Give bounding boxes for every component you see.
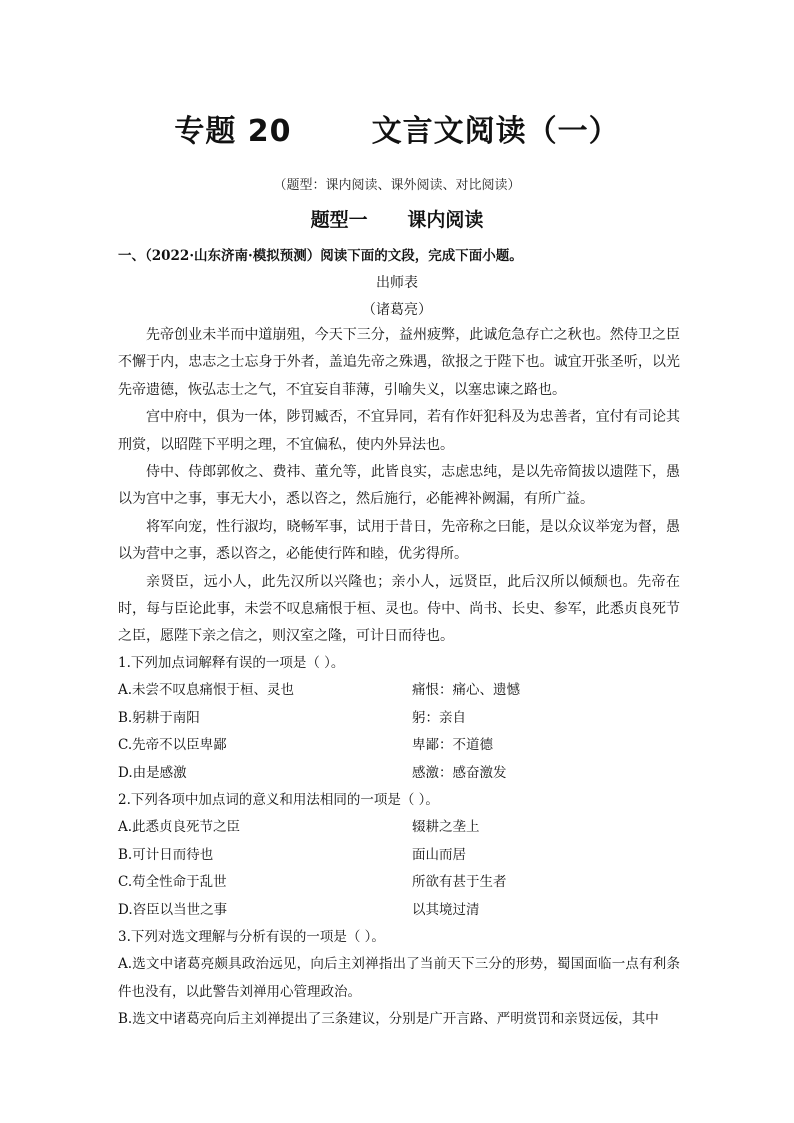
option-text: D.由是感激: [118, 764, 187, 781]
question-2-option-c: [118, 869, 680, 896]
section-title: 题型一 课内阅读: [310, 209, 484, 231]
option-explanation: 痛恨：痛心、遗憾: [412, 682, 520, 699]
option-explanation: 感激：感奋激发: [412, 764, 507, 781]
question-types-subtitle: （题型：课内阅读、课外阅读、对比阅读）: [273, 178, 521, 193]
option-compare: 辍耕之垄上: [412, 819, 480, 836]
question-2-option-d: [118, 897, 680, 924]
passage-paragraph: 先帝创业未半而中道崩殂，今天下三分，益州疲弊，此诚危急存亡之秋也。然侍卫之臣不懈于内，忠志之士忘身于外者，盖追先帝之殊遇，欲报之于陛下也。诚宜开张圣听，以光先帝遗德，恢弘志士之气，不宜妄自菲薄，引喻失义，以塞忠谏之路也。: [118, 327, 680, 398]
question-3-option-a: A.选文中诸葛亮颇具政治远见，向后主刘禅指出了当前天下三分的形势，蜀国面临一点有利条件也没有，以此警告刘禅用心管理政治。: [118, 956, 680, 1000]
question-2-stem: 2.下列各项中加点词的意义和用法相同的一项是（ ）。: [118, 792, 439, 809]
passage-paragraph: 亲贤臣，远小人，此先汉所以兴隆也；亲小人，远贤臣，此后汉所以倾颓也。先帝在时，每与臣论此事，未尝不叹息痛恨于桓、灵也。侍中、尚书、长史、参军，此悉贞良死节之臣，愿陛下亲之信之，则汉室之隆，可计日而待也。: [118, 573, 680, 645]
option-text: D.咨臣以当世之事: [118, 901, 228, 918]
question-1-option-c: [118, 732, 680, 759]
option-explanation: 卑鄙：不道德: [412, 737, 493, 754]
option-compare: 所欲有甚于生者: [412, 874, 507, 891]
questions-block: [118, 650, 680, 1034]
question-3-stem: 3.下列对选文理解与分析有误的一项是（ ）。: [118, 929, 385, 946]
passage-paragraph: 将军向宠，性行淑均，晓畅军事，试用于昔日，先帝称之曰能，是以众议举宠为督，愚以为营中之事，悉以咨之，必能使行阵和睦，优劣得所。: [118, 518, 680, 563]
passage-body: [118, 322, 680, 651]
option-text: A.未尝不叹息痛恨于桓、灵也: [118, 682, 295, 699]
question-1-option-a: [118, 677, 680, 704]
question-1-option-d: [118, 760, 680, 787]
page-title: 专题 20 文言文阅读（一）: [174, 114, 620, 149]
question-2-option-a: [118, 814, 680, 841]
option-explanation: 躬：亲自: [412, 709, 466, 726]
question-group-heading: 一、（2022·山东济南·模拟预测）阅读下面的文段，完成下面小题。: [118, 248, 523, 264]
passage-paragraph: 宫中府中，俱为一体，陟罚臧否，不宜异同，若有作奸犯科及为忠善者，宜付有司论其刑赏，以昭陛下平明之理，不宜偏私，使内外异法也。: [118, 409, 680, 453]
option-text: C.先帝不以臣卑鄙: [118, 737, 227, 754]
question-3-option-b: B.选文中诸葛亮向后主刘禅提出了三条建议，分别是广开言路、严明赏罚和亲贤远佞，其中: [118, 1011, 659, 1028]
option-text: B.可计日而待也: [118, 846, 214, 863]
option-text: C.苟全性命于乱世: [118, 874, 227, 891]
option-text: A.此悉贞良死节之臣: [118, 819, 241, 836]
passage-title: 出师表: [376, 275, 418, 291]
option-compare: 以其境过清: [412, 901, 480, 918]
passage-author: （诸葛亮）: [362, 302, 432, 318]
option-text: B.躬耕于南阳: [118, 709, 200, 726]
question-2-option-b: [118, 842, 680, 869]
question-1-option-b: [118, 705, 680, 732]
question-1-stem: 1.下列加点词解释有误的一项是（ ）。: [118, 655, 345, 671]
option-compare: 面山而居: [412, 846, 466, 863]
passage-paragraph: 侍中、侍郎郭攸之、费祎、董允等，此皆良实，志虑忠纯，是以先帝简拔以遗陛下，愚以为宫中之事，事无大小，悉以咨之，然后施行，必能裨补阙漏，有所广益。: [118, 464, 680, 508]
